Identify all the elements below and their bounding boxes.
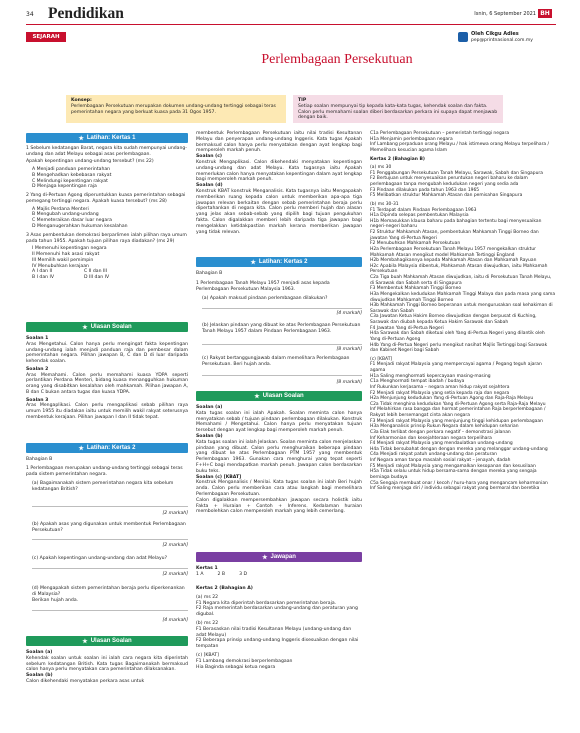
- star-icon: ★: [82, 324, 88, 331]
- tip-label: TIP: [298, 98, 307, 103]
- answer-line-text: F2 Beberapa prinsip undang-undang Inggeris disesuaikan dengan nilai tempatan: [196, 638, 359, 650]
- bahagian-label: Bahagian B: [26, 457, 53, 462]
- answer: 1 A: [196, 571, 204, 577]
- answer-line-text: C2a Tiga buah Mahkamah Atasan diwujudkan, iaitu di Persekutuan Tanah Melayu, di Sarawak dan Sabah serta di Singapura: [370, 275, 552, 286]
- answer-line-text: F2 Struktur Mahkamah Atasan, pembentukan Mahkamah Tinggi Borneo dan jawatan Yang di-Pertua Negeri: [370, 230, 539, 241]
- answer-line-text: F1 Lambang demokrasi berperlembagaan: [196, 658, 293, 664]
- answer-line-text: F5 Melibatkan struktur Mahkamah Atasan dan pemisahan Singapura: [370, 193, 523, 199]
- option: C II dan III: [84, 269, 108, 275]
- answer-line-text: H4a Tidak bersubahat dengan dengan mereka yang melanggar undang-undang: [370, 446, 548, 452]
- answer-line-text: F2 Menjadi rakyat Malaysia yang setia kepada raja dan negara: [370, 390, 510, 396]
- answer-line: [32, 506, 188, 507]
- jawapan-kertas2: [196, 586, 362, 670]
- question-3: 3 Asas pembentukan demokrasi berparlimen ialah pilihan raya umum pada tahun 1955. Apakah tujuan pilihan raya diadakan? (ms 29): [26, 232, 187, 244]
- ulasan-soalan-band-3: [196, 391, 362, 401]
- option: B Mengubah undang-undang: [32, 212, 99, 218]
- answer-line-text: F2 Bertujuan untuk menyesuaikan peruntukan negeri baharu ke dalam perlembagaan tanpa mengubah kedudukan negeri yang sedia ada: [370, 176, 528, 187]
- answer-line-text: H1b Memasukkan klausa baharu pada bahagian tertentu bagi menyesuaikan negeri-negeri baharu: [370, 218, 542, 230]
- ulasan2-text: [26, 650, 188, 685]
- band-label: Ulasan Soalan: [90, 324, 132, 330]
- answer-line-text: H2c Apabila Malaysia dibentuk, Mahkamah Atasan diwujudkan, iaitu Mahkamah Persekutuan: [370, 263, 548, 275]
- jawapan-label: Kertas 2 (Bahagian A): [196, 586, 253, 591]
- answer-line: [202, 308, 362, 309]
- star-icon: ★: [78, 445, 84, 452]
- answer-line-text: F3 Menjadi rakyat Malaysia yang menjunjung tinggi kehidupan perlembagaan: [370, 418, 543, 424]
- answer-line-text: (b) ms 22: [196, 620, 219, 626]
- answer-line-text: H4a Sarawak dan Sabah diketuai oleh Yang di-Pertua Negeri yang dilantik oleh Yang di-Pertuan Agong: [370, 331, 545, 342]
- answer-line-text: F1 Terdapat dalam Pindaan Perlembagaan 1963: [370, 207, 477, 213]
- author-icon: [458, 32, 468, 42]
- answer-line-text: H2b Membahagikannya kepada Mahkamah Atasan dan Mahkamah Rayuan: [370, 258, 537, 264]
- bahagian-label: Bahagian B: [196, 271, 223, 276]
- page-number: 34: [26, 11, 34, 18]
- author-email: pep@printnasional.com.my: [471, 38, 533, 43]
- band-label: Latihan: Kertas 2: [258, 259, 308, 265]
- ulasan-soalan-band-2: [26, 636, 188, 646]
- subheading: Soalan 1: [26, 336, 49, 341]
- marks: [2 markah]: [162, 511, 188, 516]
- answer-line-text: Inf Rukunkan kerjasama – negara aman hidup rakyat sejahtera: [370, 384, 510, 390]
- answer-line-text: H2a Perlembagaan Persekutuan Tanah Melayu 1957 mengekalkan struktur Mahkamah Atasan mengikut model Mahkamah Tertinggi England: [370, 246, 536, 258]
- statement: IV Menubuhkan kerajaan: [32, 263, 89, 269]
- answer-line-text: F3 Membentuk Mahkamah Tinggi Borneo: [370, 286, 462, 292]
- subheading: Soalan (a): [196, 405, 223, 410]
- answer-line: [32, 568, 188, 569]
- answer-line-text: C1a Menghormati tempat ibadah / budaya: [370, 379, 465, 385]
- paragraph: membentuk Perlembagaan Persekutuan iaitu nilai tradisi Kesultanan Melayu dan penyerapan undang-undang Inggeris. Kata tugas Apakah bermaksud calon hanya perlu menyatakan dengan ayat lengkap bagi memperoleh markah penuh.: [196, 131, 362, 154]
- answer-line: [202, 375, 362, 376]
- header-divider: [26, 24, 556, 25]
- marks: [2 markah]: [162, 543, 188, 548]
- subheading: Soalan 3: [26, 397, 49, 403]
- kertas2-b-questions: [26, 457, 188, 493]
- latihan-kertas2-band: [26, 443, 188, 453]
- jawapan-kertas1: [196, 566, 362, 578]
- answer-line-text: (a) ms 22: [196, 594, 219, 600]
- marks: [4 markah]: [162, 618, 188, 623]
- kertas1-questions: [26, 146, 188, 281]
- answer-line: [32, 539, 188, 540]
- answer-line-text: C4a Menjadi rakyat patuh undang-undang dan peraturan: [370, 452, 497, 458]
- bh-logo: BH: [538, 9, 552, 18]
- answer-line-text: Inf Keharmonian dan kesejahteraan negara terpelihara: [370, 435, 492, 441]
- question: 1 Perlembagaan Tanah Melayu 1957 menjadi asas kepada Perlembagaan Persekutuan Malaysia 1963.: [196, 280, 330, 292]
- band-label: Ulasan Soalan: [262, 393, 304, 399]
- option: B Mengehadkan kebebasan rakyat: [32, 172, 112, 178]
- answer-line-text: H1a Saling menghormati kepercayaan masing-masing: [370, 373, 491, 379]
- star-icon: ★: [250, 259, 256, 266]
- statement: I Memenuhi kepentingan negara: [32, 246, 107, 252]
- answer-line-text: F2 Raja memerintah berdasarkan undang-undang dan peraturan yang digubal.: [196, 606, 358, 618]
- sub-question-b: (b) Apakah asas yang digunakan untuk membentuk Perlembagaan Persekutuan?: [32, 522, 186, 533]
- marks: [2 markah]: [162, 572, 188, 577]
- paragraph: Aras Mengetahui. Calon hanya perlu mengingat fakta kepentingan undang-undang ialah menjadi panduan raja dan pembesar dalam pemerintahan negara. Pilihan jawapan B, C dan D di luar daripada kehendak soalan.: [26, 341, 188, 365]
- sub-question-b: (b) Jelaskan pindaan yang dibuat ke atas Perlembagaan Persekutuan Tanah Melayu 1957 dalam Pindaan Perlembagaan 1963.: [202, 323, 361, 334]
- answer-line-text: Inf Lambang perpaduan orang Melayu / hak istimewa orang Melayu terpelihara / Memelihara kesucian agama Islam: [370, 142, 550, 153]
- answer: 2 B: [217, 571, 226, 577]
- section-title: Pendidikan: [48, 5, 124, 22]
- category-tag: SEJARAH: [26, 32, 66, 42]
- answer-line-text: F3 Pindaan dilakukan pada tahun 1963 dan 1965: [370, 187, 480, 193]
- tip-box: [293, 95, 503, 123]
- answer-line-text: F1 Penggabungan Persekutuan Tanah Melayu, Sarawak, Sabah dan Singapura: [370, 170, 543, 176]
- paragraph: Kehendak soalan untuk soalan ini ialah cara negara kita diperintah sebelum kedatangan British. Kata tugas Bagaimanakah bermaksud calon hanya perlu menyatakan cara pemerintahan dilaksanakan.: [26, 655, 188, 673]
- answer-line-text: F5 Menjadi rakyat Malaysia yang mengamalkan kesopanan dan kesusilaan: [370, 463, 536, 469]
- answer-line-text: H4b Yang di-Pertua Negeri perlu mengikut nasihat Majlis Tertinggi bagi Sarawak dan Kabinet Negeri bagi Sabah: [370, 342, 548, 354]
- author-name: Oleh Cikgu Adies: [471, 31, 519, 37]
- option: B I dan IV: [32, 275, 55, 281]
- col2-ulasan-top: [196, 131, 362, 235]
- sub-question-c: (c) Rakyat bertanggungjawab dalam memelihara Perlembagaan Persekutuan. Beri hujah anda.: [202, 356, 350, 367]
- sub-question-c: (c) Apakah kepentingan undang-undang dan adat Melayu?: [32, 556, 168, 561]
- answer-line-text: H3a Mengekalkan kedudukan Mahkamah Tinggi Malaya dan pada masa yang sama diwujudkan Mahkamah Tinggi Borneo: [370, 291, 556, 303]
- latihan-kertas2-band-b: [196, 257, 362, 267]
- question: 1 Perlembagaan merupakan undang-undang tertinggi sebagai teras pada sistem pemerintahan negara.: [26, 465, 183, 477]
- question-1: 1 Sebelum kedatangan Barat, negara kita sudah mempunyai undang-undang dan adat Melayu sebagai asas perlembagaan.: [26, 146, 187, 157]
- question-1-ask: Apakah kepentingan undang-undang tersebut? (ms 22): [26, 159, 154, 165]
- subheading: Soalan (c) [KBAT]: [196, 474, 242, 480]
- sub-question-d-prompt: Berikan hujah anda.: [32, 597, 79, 603]
- answer-line-text: Inf Melahirkan rasa bangga dan hormat pemerintahan Raja berperlembagaan / Rakyat lebih bersemangat cinta akan negara: [370, 407, 546, 418]
- subheading: Soalan (c): [196, 154, 223, 160]
- sub-question-a: (a) Apakah maksud pindaan perlembagaan dilakukan?: [202, 296, 328, 302]
- subheading: Soalan (b): [26, 673, 53, 679]
- answer-line-text: (b) ms 30-31: [370, 201, 399, 207]
- subheading: Soalan (d): [196, 183, 223, 189]
- statement: II Memenuhi hak asasi rakyat: [32, 251, 100, 257]
- answer: 3 D: [239, 571, 247, 577]
- option: D III dan IV: [84, 275, 110, 281]
- option: D Menjaga kepentingan raja: [32, 184, 97, 190]
- article-title: Perlembagaan Persekutuan: [261, 52, 413, 67]
- col2-ulasan-text: [196, 405, 362, 515]
- answer-line-text: F1 Menjadi rakyat Malaysia yang mempercayai agama / Pegang teguh ajaran agama: [370, 362, 542, 373]
- band-label: Jawapan: [270, 554, 296, 560]
- col2-bahagian-b: [196, 271, 362, 302]
- option: C Melindungi kepentingan rakyat: [32, 178, 108, 184]
- answer-line-text: F4 Jawatan Yang di-Pertua Negeri: [370, 325, 444, 331]
- answer-line-text: H1a Menjamin perlembagaan negara: [370, 136, 453, 142]
- answer-line-text: H2a Menjunjung kedudukan Yang di-Pertuan Agong dan Raja-Raja Melayu: [370, 396, 534, 402]
- ulasan-soalan-band: [26, 322, 188, 332]
- option: A Menjadi panduan pemerintahan: [32, 166, 111, 172]
- answer-line-text: H3b Mahkamah Tinggi Borneo beperanan untuk mengurusakan soal kehakiman di Sarawak dan Sabah: [370, 303, 553, 314]
- answer-line-text: (c) [KBAT]: [370, 356, 393, 362]
- konsep-box: [66, 95, 286, 123]
- paragraph: Konstruk Menganalisis / Menilai. Kata tugas soalan ini ialah Beri hujah anda. Calon perlu memberikan cara atau langkah bagi memelihara Perlembagaan Persekutuan.: [196, 480, 362, 497]
- answer-line-text: F1 Berasaskan nilai tradisi Kesultanan Melayu (undang-undang dan adat Melayu): [196, 626, 352, 638]
- answer-line-text: Inf Negara aman tanpa masalah sosial rakyat – jenayah, dadah: [370, 458, 511, 463]
- answer-line: [202, 344, 362, 345]
- statement: III Memilih wakil pemimpin: [32, 257, 94, 263]
- answer-line-text: H3a Menganalisis prinsip Rukun Negara dalam kehidupan seharian: [370, 424, 519, 430]
- jawapan-band: [196, 552, 362, 562]
- star-icon: ★: [254, 393, 260, 400]
- option: C Memeteraikan dasar luar negara: [32, 218, 112, 224]
- answer-line-text: C3a Elak terlibat dengan perkara negatif – demonstrasi jalanan: [370, 429, 511, 435]
- tip-text: Setiap soalan mempunyai tip kepada kata-kata tugas, kehendak soalan dan fakta. Calon perlu memahami soalan diberi berdasarkan perkara ini supaya dapat menjawab dengan baik.: [298, 103, 498, 121]
- paragraph: Konstruk Mengaplikasi. Calon dikehendaki menyatakan kepentingan undang-undang dan adat Melayu. Kata tugasnya iaitu Apakah memerlukan calon hanya menyatakan kepentingan dalam ayat lengkap bagi memperoleh markah penuh.: [196, 159, 362, 183]
- answer-line-text: H1a Dipinda selepas pembentukan Malaysia: [370, 213, 469, 219]
- answer-line-text: C1a Perlembagaan Persekutuan – pemerintah tertinggi negara: [370, 131, 510, 136]
- sub-question-d: [32, 586, 188, 603]
- answer-line-text: F2 Menubuhkan Mahkamah Persekutuan: [370, 241, 461, 247]
- star-icon: ★: [78, 135, 84, 142]
- paragraph: Konstruk KBAT konstruk Menganalisis. Kata tugasnya iaitu Mengapakah memberikan ruang kepada calon untuk memberikan apa-apa tiga jawapan relevan berkaitan dengan sebab pemerintahan beraja perlu dipertahankan di negara kita. Calon perlu memberi hujah dan alasan yang jelas akan sebab-sebab yang dipilih bagi tujuan pengukuhan fakta. Calon digalakkan memberi lebih daripada tiga jawapan bagi mengelakkan ketidakpastian markah kerana memberikan jawapan yang tidak relevan.: [196, 188, 362, 235]
- jawapan-label: Kertas 1: [196, 566, 218, 571]
- marks: [8 markah]: [336, 347, 362, 352]
- subheading: Soalan 2: [26, 366, 49, 372]
- answer-line-text: Kertas 2 (Bahagian B): [370, 156, 425, 162]
- question-2: 2 Yang di-Pertuan Agong diperuntukkan kuasa pemerintahan sebagai pemegang tertinggi negara. Apakah kuasa tersebut? (ms 28): [26, 193, 186, 204]
- konsep-label: Konsep:: [71, 98, 92, 103]
- paragraph: Kata tugas soalan ini ialah Jelaskan. Soalan meminta calon menjelaskan pindaan yang dibuat. Calon perlu menghuraikan beberapa pindaan yang dibuat ke atas Perlembagaan PTM 1957 yang membentuk Perlembagaan 1963. Gunakan cara menghurai yang tepat seperti F+H+C bagi mendapatkan markah penuh. Jawapan calon berdasarkan buku teks.: [196, 439, 362, 474]
- marks: [8 markah]: [336, 380, 362, 385]
- band-label: Latihan: Kertas 1: [86, 135, 136, 141]
- answer-line-text: Hia Baginda sebagai ketua negara: [196, 664, 276, 670]
- answer-line-text: C3a Jawatan Ketua Hakim Borneo diwujudkan dengan berpusat di Kuching, Sarawak dan diubah kepada Ketua Hakim Sarawak dan Sabah: [370, 314, 537, 325]
- col3-answers: [370, 131, 556, 492]
- latihan-kertas1-band: [26, 133, 188, 143]
- star-icon: ★: [82, 638, 88, 645]
- answer-line-text: F1 Negara kita diperintah berdasarkan pemerintahan beraja.: [196, 600, 337, 606]
- band-label: Latihan: Kertas 2: [86, 445, 136, 451]
- answer-line-text: C5a Sengaja membuat onar / kecoh / huru-hara yang mengancam keharmonian: [370, 480, 548, 486]
- paragraph: Calon digalakkan mempersembahkan jawapan secara holistik iaitu Fakta + Huraian + Contoh + Inferens. Kedalaman huraian membolehkan calon memperoleh markah yang lebih cemerlang.: [196, 497, 362, 515]
- answer-line-text: H5a Tidak selalu untuk hidup bersama-sama dengan mereka yang sengaja berniaga budaya: [370, 469, 537, 480]
- header-date: Isnin, 6 September 2021: [474, 11, 536, 17]
- paragraph: Kata tugas soalan ini ialah Apakah. Soalan meminta calon hanya menyatakan sebab / tujuan pindaan perlembagaan dilakukan. Konstruk Memahami / Mengetahui. Calon hanya perlu menyatakan tujuan tersebut dengan ayat lengkap bagi memperoleh markah penuh.: [196, 410, 362, 434]
- sub-question-a: (a) Bagaimanakah sistem pemerintahan negara kita sebelum kedatangan British?: [32, 481, 174, 493]
- star-icon: ★: [262, 554, 268, 561]
- answer-line: [32, 610, 188, 611]
- subheading: Soalan (a): [26, 650, 53, 655]
- option: A I dan II: [32, 269, 53, 275]
- paragraph: Aras Mengaplikasi. Calon perlu mengaplikasi sebab pilihan raya umum 1955 itu diadakan iaitu untuk memilih wakil rakyat seterusnya membentuk kerajaan. Pilihan jawapan I dan II tidak tepat.: [26, 403, 188, 420]
- answer-line-text: F4 Menjadi rakyat Malaysia yang mendaulatkan undang-undang: [370, 441, 513, 447]
- marks: [4 markah]: [336, 311, 362, 316]
- paragraph: Calon dikehendaki menyatakan perkara asas untuk: [26, 678, 145, 684]
- answer-line-text: (a) ms 30: [370, 165, 392, 171]
- ulasan1-text: [26, 336, 188, 423]
- subheading: Soalan (b): [196, 433, 223, 439]
- answer-line-text: Inf Saling menjaga diri / individu sebagai rakyat yang bermoral dan beretika: [370, 486, 540, 492]
- paragraph: Aras Memahami. Calon perlu memahami kuasa YDPA seperti perlantikan Perdana Menteri, bidang kuasa menangguhkan hukuman orang yang disabitkan kesalahan oleh mahkamah. Pilihan jawapan A, B dan C bukan antara tugas dan kuasa YDPA.: [26, 372, 188, 395]
- band-label: Ulasan Soalan: [90, 638, 132, 644]
- option: D Menganugerahkan hukuman kesalahan: [32, 223, 128, 229]
- option: A Majlis Perdana Menteri: [32, 206, 89, 212]
- answer-line-text: C2a Tidak menghina kedudukan Yang di-Pertuan Agong serta Raja-Raja Melayu: [370, 401, 546, 407]
- answer-line-text: (c) [KBAT]: [196, 652, 219, 658]
- konsep-text: Perlembagaan Persekutuan merupakan dokumen undang-undang tertinggi sebagai teras pemerintahan negara yang berkuat kuasa pada 31 Ogos 1957.: [71, 103, 276, 115]
- sub-question-d-text: (d) Mengapakah sistem pemerintahan beraja perlu diperkenankan di Malaysia?: [32, 586, 185, 597]
